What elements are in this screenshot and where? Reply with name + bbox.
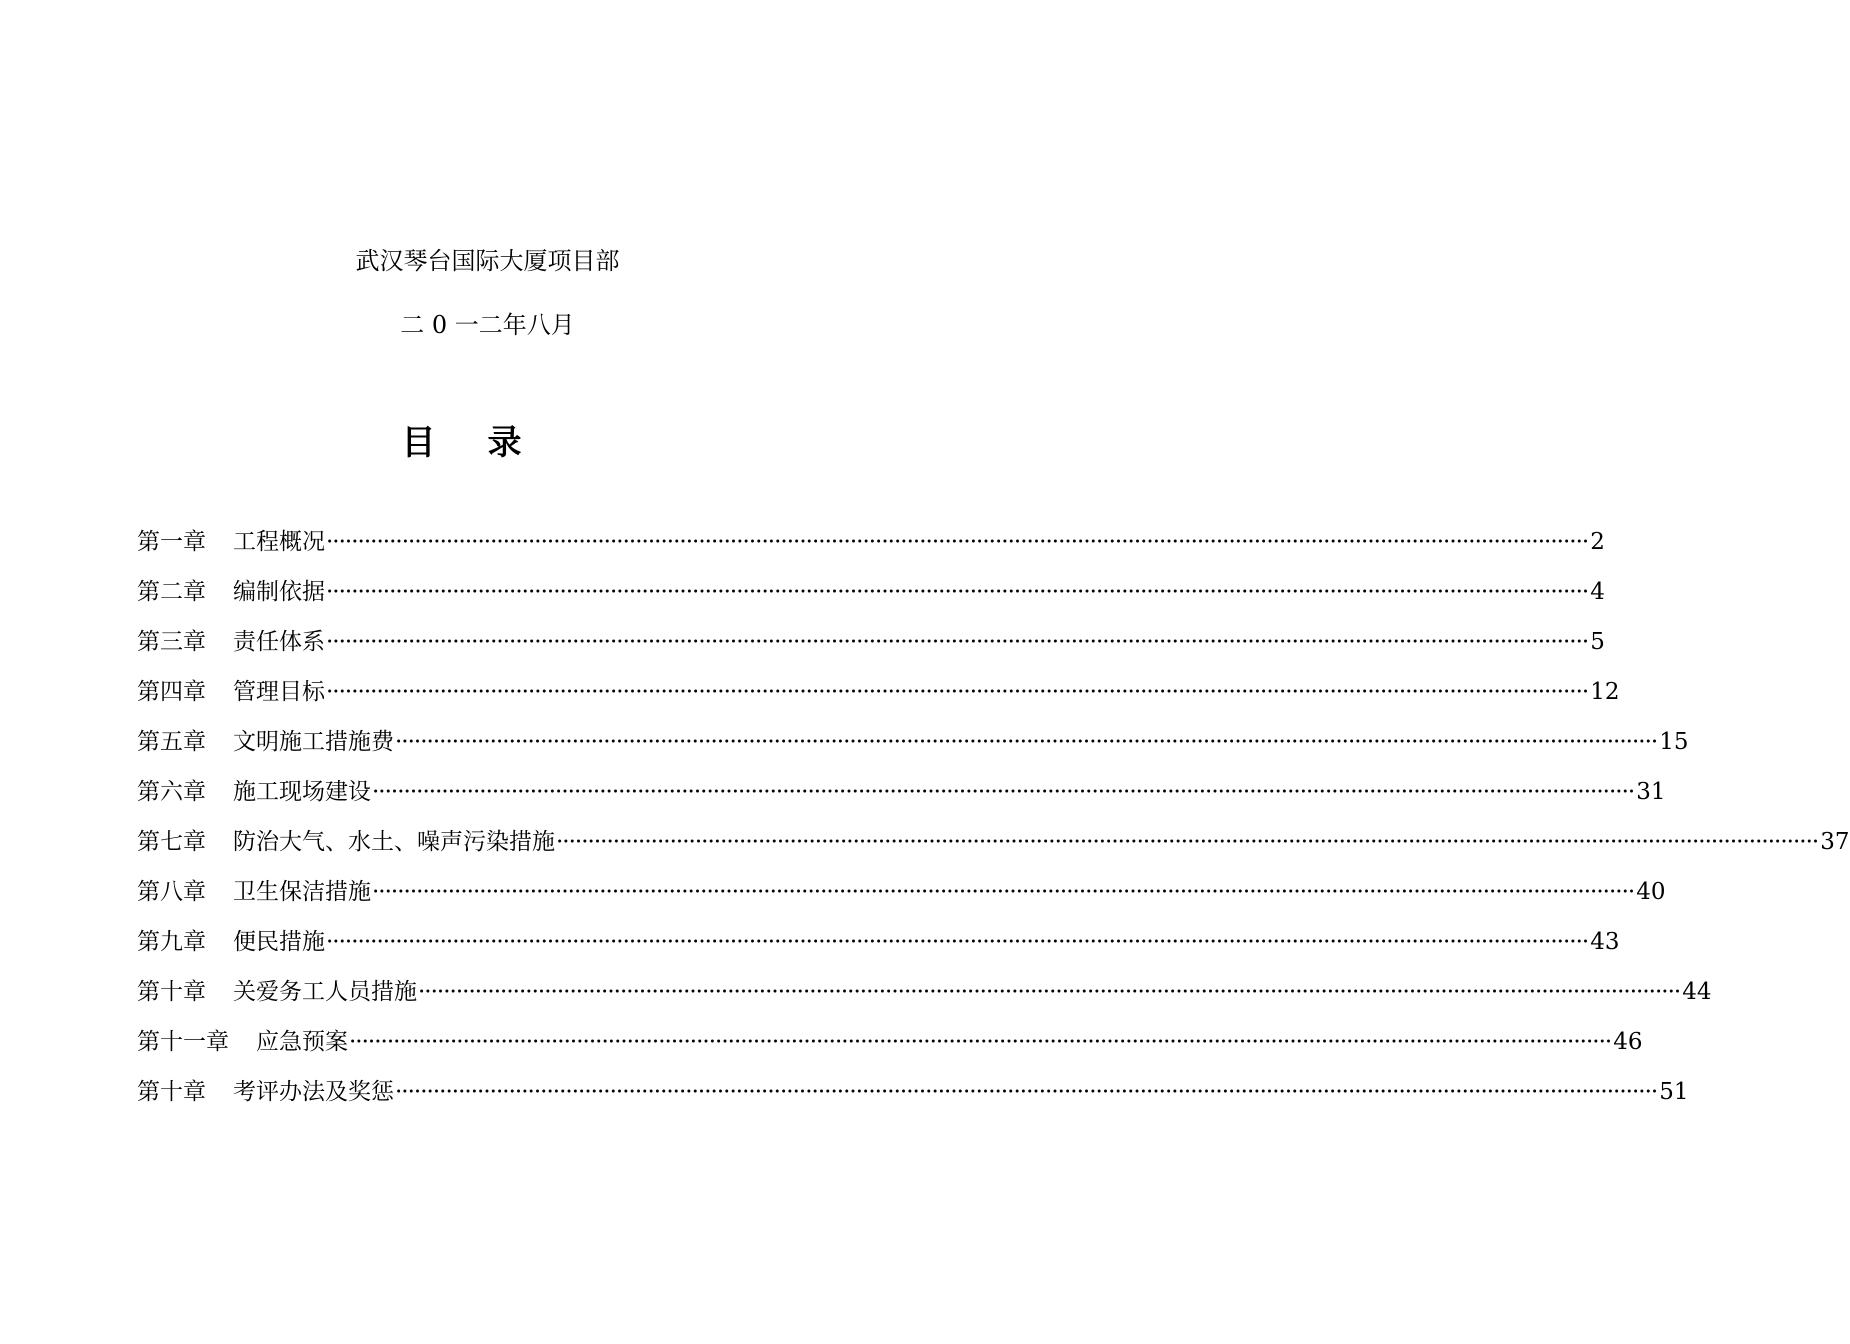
toc-entry[interactable] bbox=[137, 671, 1620, 721]
toc-page-number: 46 bbox=[1613, 1029, 1643, 1055]
toc-page-number: 31 bbox=[1636, 779, 1666, 805]
organization-name: 武汉琴台国际大厦项目部 bbox=[355, 247, 620, 275]
toc-chapter-title: 应急预案 bbox=[256, 1029, 348, 1055]
toc-dot-leader: ········································································································································································································ bbox=[372, 879, 1635, 905]
toc-entry[interactable] bbox=[137, 721, 1689, 771]
toc-dot-leader: ········································································································································································································ bbox=[326, 929, 1589, 955]
toc-dot-leader: ········································································································································································································ bbox=[326, 579, 1589, 605]
toc-page-number: 40 bbox=[1636, 879, 1666, 905]
toc-chapter-title: 编制依据 bbox=[233, 579, 325, 605]
toc-chapter-title: 卫生保洁措施 bbox=[233, 879, 371, 905]
toc-chapter-title: 便民措施 bbox=[233, 929, 325, 955]
toc-chapter-title: 考评办法及奖惩 bbox=[233, 1079, 394, 1105]
toc-page-number: 5 bbox=[1590, 629, 1605, 655]
toc-entry[interactable] bbox=[137, 621, 1605, 671]
toc-dot-leader: ········································································································································································································ bbox=[326, 679, 1589, 705]
toc-page-number: 12 bbox=[1590, 679, 1620, 705]
toc-chapter-title: 管理目标 bbox=[233, 679, 325, 705]
toc-dot-leader: ········································································································································································································ bbox=[326, 629, 1589, 655]
toc-dot-leader: ········································································································································································································ bbox=[326, 529, 1589, 555]
toc-chapter-title: 施工现场建设 bbox=[233, 779, 371, 805]
toc-page-number: 37 bbox=[1820, 829, 1850, 855]
toc-page-number: 2 bbox=[1590, 529, 1605, 555]
toc-chapter-number: 第五章 bbox=[137, 729, 206, 755]
toc-chapter-title: 关爱务工人员措施 bbox=[233, 979, 417, 1005]
toc-title: 目录 bbox=[401, 423, 574, 463]
toc-entry[interactable] bbox=[137, 971, 1712, 1021]
toc-chapter-title: 防治大气、水土、噪声污染措施 bbox=[233, 829, 555, 855]
toc-dot-leader: ········································································································································································································ bbox=[372, 779, 1635, 805]
toc-chapter-number: 第八章 bbox=[137, 879, 206, 905]
toc-dot-leader: ········································································································································································································ bbox=[418, 979, 1681, 1005]
toc-entry[interactable] bbox=[137, 1071, 1689, 1121]
toc-chapter-number: 第十章 bbox=[137, 1079, 206, 1105]
toc-page-number: 44 bbox=[1682, 979, 1712, 1005]
toc-dot-leader: ········································································································································································································ bbox=[556, 829, 1819, 855]
table-of-contents bbox=[137, 521, 1850, 1121]
toc-dot-leader: ········································································································································································································ bbox=[349, 1029, 1612, 1055]
toc-page-number: 51 bbox=[1659, 1079, 1689, 1105]
toc-chapter-number: 第四章 bbox=[137, 679, 206, 705]
toc-entry[interactable] bbox=[137, 771, 1666, 821]
toc-dot-leader: ········································································································································································································ bbox=[395, 729, 1658, 755]
toc-chapter-number: 第七章 bbox=[137, 829, 206, 855]
toc-page-number: 4 bbox=[1590, 579, 1605, 605]
toc-chapter-number: 第六章 bbox=[137, 779, 206, 805]
toc-chapter-number: 第九章 bbox=[137, 929, 206, 955]
toc-entry[interactable] bbox=[137, 871, 1666, 921]
toc-chapter-title: 工程概况 bbox=[233, 529, 325, 555]
toc-entry[interactable] bbox=[137, 571, 1605, 621]
toc-chapter-number: 第二章 bbox=[137, 579, 206, 605]
toc-chapter-number: 第十章 bbox=[137, 979, 206, 1005]
toc-page-number: 43 bbox=[1590, 929, 1620, 955]
toc-chapter-number: 第一章 bbox=[137, 529, 206, 555]
toc-entry[interactable] bbox=[137, 921, 1620, 971]
toc-entry[interactable] bbox=[137, 821, 1850, 871]
toc-entry[interactable] bbox=[137, 1021, 1643, 1071]
toc-chapter-number: 第十一章 bbox=[137, 1029, 229, 1055]
document-date: 二 0 一二年八月 bbox=[400, 311, 575, 339]
toc-chapter-number: 第三章 bbox=[137, 629, 206, 655]
toc-entry[interactable] bbox=[137, 521, 1605, 571]
toc-chapter-title: 文明施工措施费 bbox=[233, 729, 394, 755]
toc-dot-leader: ········································································································································································································ bbox=[395, 1079, 1658, 1105]
toc-page-number: 15 bbox=[1659, 729, 1689, 755]
toc-chapter-title: 责任体系 bbox=[233, 629, 325, 655]
